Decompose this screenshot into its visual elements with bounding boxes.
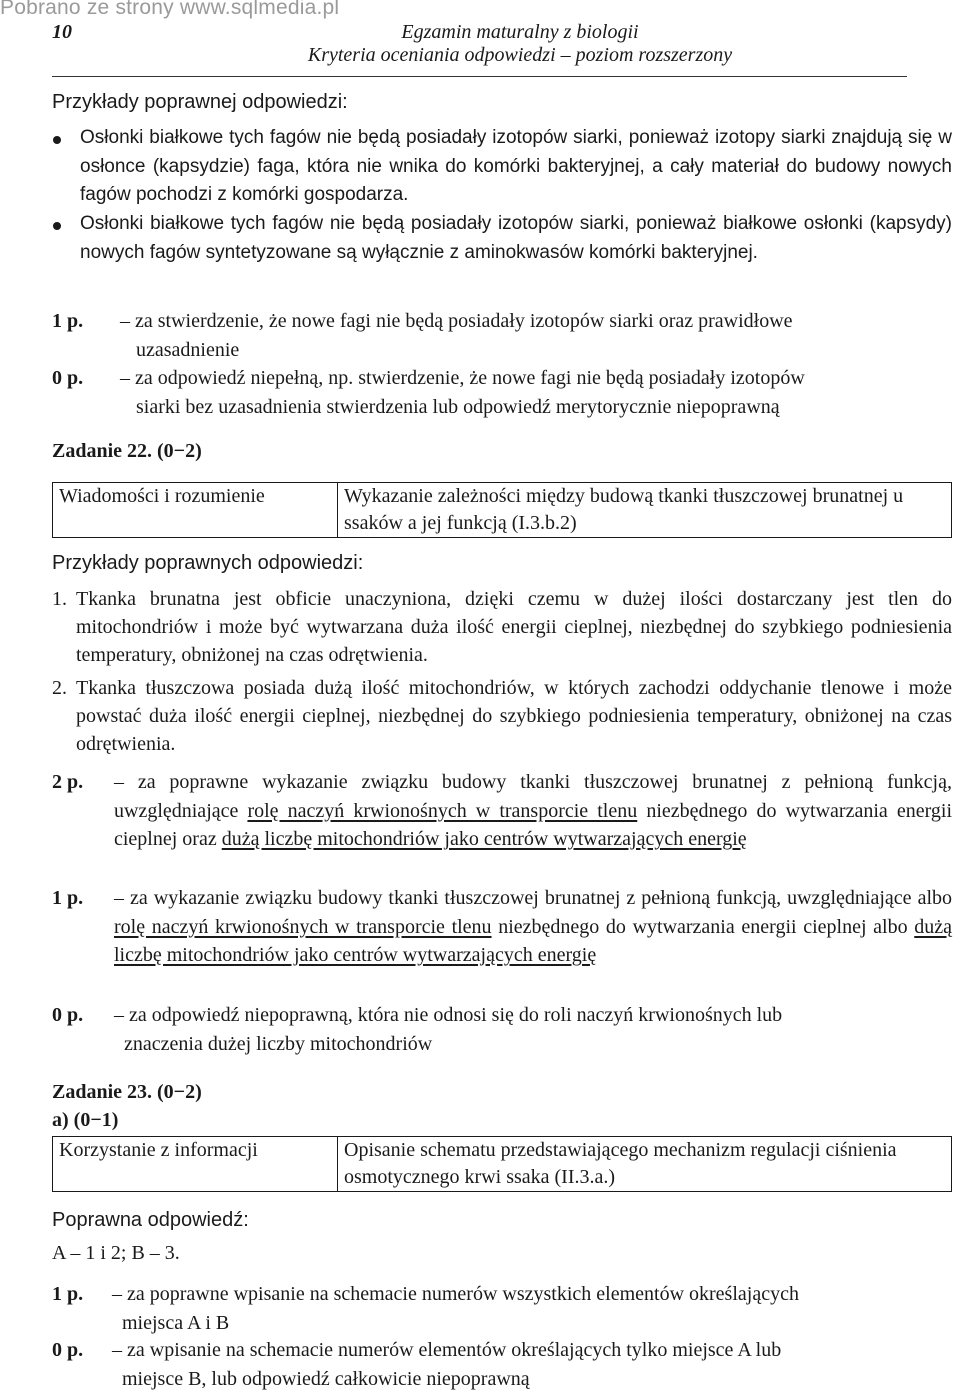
scoring-text xyxy=(114,884,952,970)
exam-title xyxy=(260,21,780,67)
answer-text: Tkanka tłuszczowa posiada dużą ilość mitochondriów, w których zachodzi oddychanie tlenowe i może powstać duża ilość energii cieplnej, niezbędnej do szybkiego podniesienia temperatury, obniżonej na czas odrętwienia. xyxy=(76,674,952,758)
scoring-rule xyxy=(52,1280,952,1337)
requirement-description: Wykazanie zależności między budową tkanki tłuszczowej brunatnej u ssaków a jej funkcją (I.3.b.2) xyxy=(338,483,952,538)
scoring-text-a: – za poprawne wykazanie związku budowy tkanki tłuszczowej brunatnej z pełnioną funkcją, uwzględniające xyxy=(114,771,952,822)
exam-subtitle-line: Kryteria oceniania odpowiedzi – poziom rozszerzony xyxy=(260,44,780,67)
underlined-criterion: rolę naczyń krwionośnych w transporcie tlenu xyxy=(247,800,637,822)
bullet-icon xyxy=(53,222,61,230)
points-label: 1 p. xyxy=(52,1280,83,1309)
task-23-requirements-table xyxy=(52,1136,952,1192)
requirement-area: Wiadomości i rozumienie xyxy=(53,483,338,538)
answer-heading: Poprawna odpowiedź: xyxy=(52,1209,249,1232)
points-label: 1 p. xyxy=(52,884,83,913)
example-answer xyxy=(52,585,952,669)
answer-number: 1. xyxy=(52,585,67,613)
scoring-text: – za odpowiedź niepełną, np. stwierdzenie, że nowe fagi nie będą posiadały izotopów xyxy=(120,364,952,393)
scoring-text-cont: miejsca A i B xyxy=(122,1309,952,1338)
scoring-rule xyxy=(52,364,952,421)
scoring-text-b: niezbędnego do wytwarzania energii cieplnej oraz xyxy=(114,800,952,851)
underlined-criterion: dużą liczbę mitochondriów jako centrów wytwarzających energię xyxy=(222,828,747,850)
page-number: 10 xyxy=(52,21,72,44)
points-label: 2 p. xyxy=(52,768,83,797)
scoring-text xyxy=(114,768,952,854)
scoring-text-cont: miejsce B, lub odpowiedź całkowicie niepoprawną xyxy=(122,1365,952,1393)
scoring-rule xyxy=(52,1001,952,1058)
scoring-rule xyxy=(52,1336,952,1393)
scoring-text-cont: znaczenia dużej liczby mitochondriów xyxy=(124,1030,952,1059)
requirement-area: Korzystanie z informacji xyxy=(53,1137,338,1192)
answer-text: Tkanka brunatna jest obficie unaczyniona, dzięki czemu w dużej ilości dostarczany jest tlen do mitochondriów i może być wytwarzana duża ilość energii cieplnej, niezbędnej do szybkiego podniesienia temperatury, obniżonej na czas odrętwienia. xyxy=(76,585,952,669)
underlined-criterion: dużą liczbę mitochondriów jako centrów wytwarzających energię xyxy=(114,916,952,967)
scoring-text-a: – za wykazanie związku budowy tkanki tłuszczowej brunatnej z pełnioną funkcją, uwzględniające albo xyxy=(114,887,952,909)
points-label: 1 p. xyxy=(52,307,83,336)
task-22-requirements-table xyxy=(52,482,952,538)
watermark: Pobrano ze strony www.sqlmedia.pl xyxy=(0,0,339,20)
answer-number: 2. xyxy=(52,674,67,702)
scoring-rule xyxy=(52,884,952,970)
scoring-rule xyxy=(52,768,952,854)
example-answer xyxy=(52,674,952,758)
scoring-text: – za odpowiedź niepoprawną, która nie odnosi się do roli naczyń krwionośnych lub xyxy=(114,1001,952,1030)
scoring-text: – za stwierdzenie, że nowe fagi nie będą posiadały izotopów siarki oraz prawidłowe xyxy=(120,307,952,336)
points-label: 0 p. xyxy=(52,1001,83,1030)
task-23-heading: Zadanie 23. (0−2) xyxy=(52,1081,202,1104)
scoring-text-b: niezbędnego do wytwarzania energii cieplnej albo xyxy=(498,916,907,938)
correct-answer: A – 1 i 2; B – 3. xyxy=(52,1242,180,1265)
exam-title-line: Egzamin maturalny z biologii xyxy=(260,21,780,44)
example-answer: Osłonki białkowe tych fagów nie będą posiadały izotopów siarki, ponieważ izotopy siarki znajdują się w osłonce (kapsydzie) faga, która nie wnika do komórki bakteryjnej, a cały materiał do budowy nowych fagów pochodzi z komórki gospodarza. xyxy=(80,124,952,210)
example-answer: Osłonki białkowe tych fagów nie będą posiadały izotopów siarki, ponieważ białkowe osłonki (kapsydy) nowych fagów syntetyzowane są wyłącznie z aminokwasów komórki bakteryjnej. xyxy=(80,210,952,267)
scoring-text-cont: uzasadnienie xyxy=(136,336,952,365)
bullet-icon xyxy=(53,136,61,144)
task-22-heading: Zadanie 22. (0−2) xyxy=(52,440,202,463)
scoring-text: – za poprawne wpisanie na schemacie numerów wszystkich elementów określających xyxy=(112,1280,952,1309)
scoring-text: – za wpisanie na schemacie numerów elementów określających tylko miejsce A lub xyxy=(112,1336,952,1365)
examples-heading: Przykłady poprawnych odpowiedzi: xyxy=(52,552,363,575)
task-23a-heading: a) (0−1) xyxy=(52,1109,118,1132)
scoring-rule xyxy=(52,307,952,364)
requirement-description: Opisanie schematu przedstawiającego mechanizm regulacji ciśnienia osmotycznego krwi ssaka (II.3.a.) xyxy=(338,1137,952,1192)
points-label: 0 p. xyxy=(52,1336,83,1365)
underlined-criterion: rolę naczyń krwionośnych w transporcie tlenu xyxy=(114,916,492,938)
scoring-text-cont: siarki bez uzasadnienia stwierdzenia lub odpowiedź merytorycznie niepoprawną xyxy=(136,393,952,422)
examples-heading: Przykłady poprawnej odpowiedzi: xyxy=(52,91,348,114)
header-divider xyxy=(52,76,907,77)
points-label: 0 p. xyxy=(52,364,83,393)
